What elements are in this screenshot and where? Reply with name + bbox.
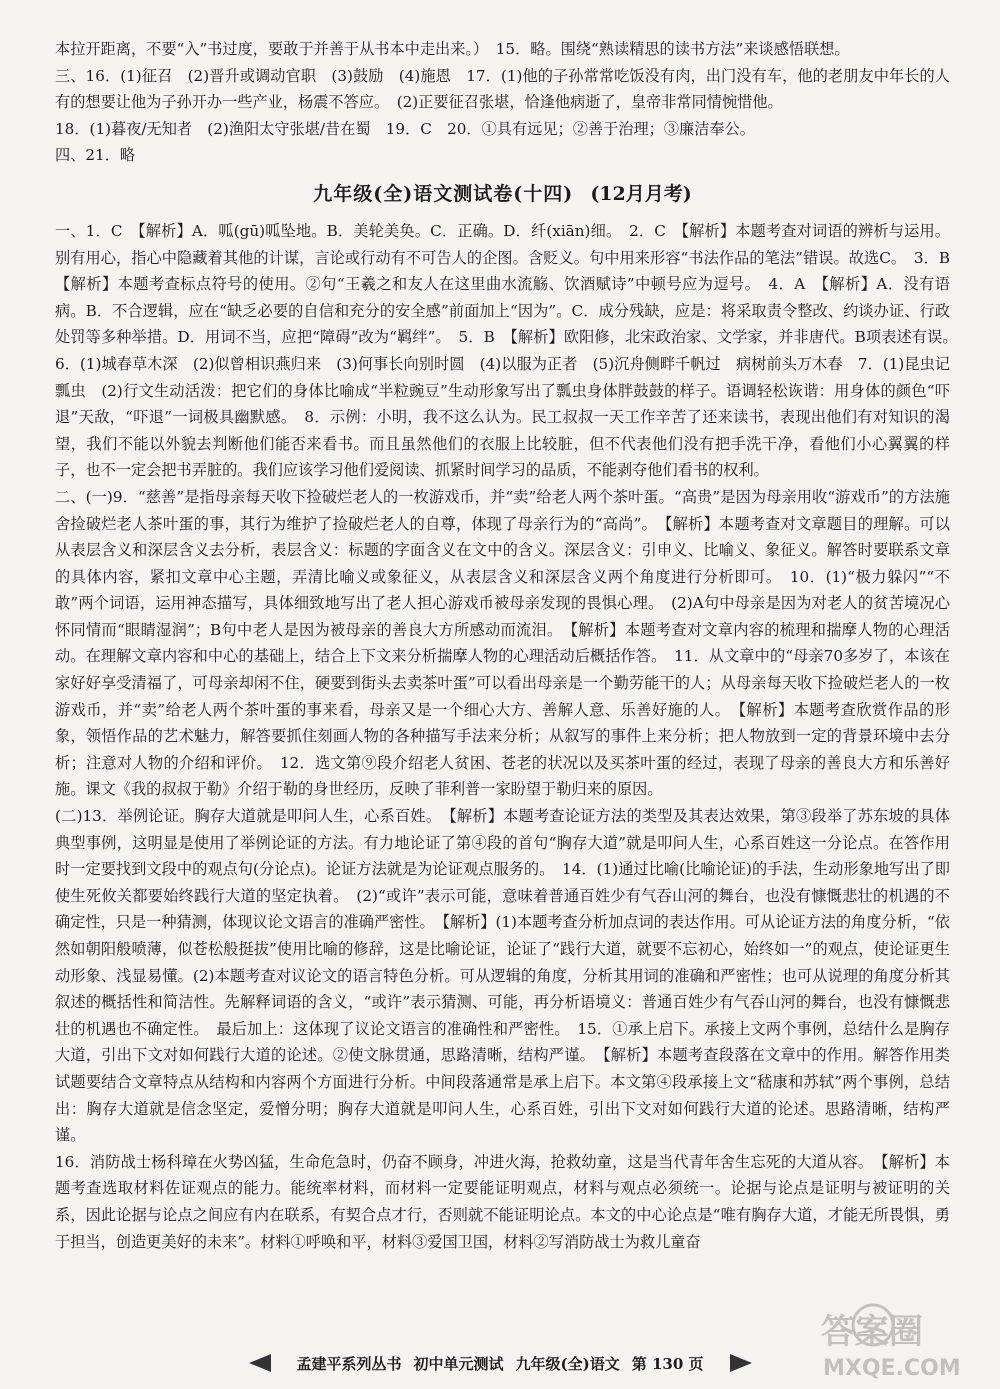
footer-page-number: 第 130 页 [631, 1354, 704, 1373]
page-footer [210, 1348, 790, 1378]
document-body [55, 36, 966, 1255]
answer-section-2: 二、(一)9．“慈善”是指母亲每天收下捡破烂老人的一枚游戏币，并“卖”给老人两个茶叶蛋。“高贵”是因为母亲用收“游戏币”的方法施舍捡破烂老人茶叶蛋的事，其行为维护了捡破烂老人的自尊，体现了母亲行为的“高尚”。 【解析】本题考查对文章题目的理解。可以从表层含义和深层含义去分析，表层含义：标题的字面含义在文中的含义。深层含义：引申义、比喻义、象征义。解答时要联系文章的具体内容，紧扣文章中心主题，弄清比喻义或象征义，从表层含义和深层含义两个角度进行分析即可。 10．(1)“极力躲闪”“不敢”两个词语，运用神态描写，具体细致地写出了老人担心游戏币被母亲发现的畏惧心理。 (2)A句中母亲是因为对老人的贫苦境况心怀同情而“眼睛湿润”；B句中老人是因为被母亲的善良大方所感动而流泪。 【解析】本题考查对文章内容的梳理和揣摩人物的心理活动。在理解文章内容和中心的基础上，结合上下文来分析揣摩人物的心理活动后概括作答。 11．从文章中的“母亲70多岁了，本该在家好好享受清福了，可母亲却闲不住，硬要到街头去卖茶叶蛋”可以看出母亲是一个勤劳能干的人；从母亲每天收下捡破烂老人的一枚游戏币，并“卖”给老人两个茶叶蛋的事来看，母亲又是一个细心大方、善解人意、乐善好施的人。 【解析】本题考查欣赏作品的形象，领悟作品的艺术魅力，解答要抓住刻画人物的各种描写手法来分析；从叙写的事件上来分析；把人物放到一定的背景环境中去分析；注意对人物的介绍和评价。 12．选文第⑨段介绍老人贫困、苍老的状况以及买茶叶蛋的经过，表现了母亲的善良大方和乐善好施。课文《我的叔叔于勒》介绍于勒的身世经历，反映了菲利普一家盼望于勒归来的原因。 [55, 487, 950, 799]
answer-section-3: (二)13．举例论证。胸存大道就是叩问人生，心系百姓。 【解析】本题考查论证方法的类型及其表达效果，第③段举了苏东坡的具体典型事例，这明显是使用了举例论证的方法。有力地论证了第④段的首句“胸存大道”就是叩问人生，心系百姓这一分论点。在答作用时一定要找到文段中的观点句(分论点)。论证方法就是为论证观点服务的。 14．(1)通过比喻(比喻论证)的手法，生动形象地写出了即使生死攸关都要始终践行大道的坚定执着。 (2)“或许”表示可能，意味着普通百姓少有气吞山河的舞台，也没有慷慨悲壮的机遇的不确定性，只是一种猜测，体现议论文语言的准确严密性。 【解析】(1)本题考查分析加点词的表达作用。可从论证方法的角度分析，“依然如朝阳般喷薄，似苍松般挺拔”使用比喻的修辞，这是比喻论证，论证了“践行大道，就要不忘初心，始终如一”的观点，使论证更生动形象、浅显易懂。(2)本题考查对议论文的语言特色分析。可从逻辑的角度，分析其用词的准确和严密性；也可从说理的角度分析其叙述的概括性和简洁性。先解释词语的含义，“或许”表示猜测、可能，再分析语境义：普通百姓少有气吞山河的舞台，也没有慷慨悲壮的机遇也不确定性。 最后加上：这体现了议论文语言的准确性和严密性。 15．①承上启下。承接上文两个事例，总结什么是胸存大道，引出下文对如何践行大道的论述。②使文脉贯通，思路清晰，结构严谨。 【解析】本题考查段落在文章中的作用。解答作用类试题要结合文章特点从结构和内容两个方面进行分析。中间段落通常是承上启下。本文第④段承接上文“嵇康和苏轼”两个事例，总结出：胸存大道就是信念坚定，爱憎分明；胸存大道就是叩问人生，心系百姓，引出下文对如何践行大道的论述。思路清晰，结构严谨。 [55, 807, 950, 1145]
test-subtitle: (12月月考) [590, 182, 692, 205]
watermark-logo [813, 1301, 988, 1381]
test-title: 九年级(全)语文测试卷(十四) [313, 182, 574, 205]
text-line-3: 18．(1)暮夜/无知者 (2)渔阳太守张堪/昔在蜀 19．C 20．①具有远见；②善于治理；③廉洁奉公。 [55, 119, 755, 138]
watermark-text: 答案圈 [821, 1312, 923, 1352]
footer-grade-subject: 九年级(全)语文 [515, 1354, 620, 1373]
left-arrow-icon [249, 1354, 271, 1372]
right-arrow-icon [730, 1354, 752, 1372]
answer-section-1: 一、1．C 【解析】A．呱(gū)呱坠地。B．美轮美奂。C．正确。D．纤(xiān)细。 2．C 【解析】本题考查对词语的辨析与运用。别有用心，指心中隐藏着其他的计谋，言论或行动有不可告人的企图。含贬义。句中用来形容“书法作品的笔法”错误。故选C。 3．B 【解析】本题考查标点符号的使用。②句“王羲之和友人在这里曲水流觞、饮酒赋诗”中顿号应为逗号。 4．A 【解析】A．没有语病。B．不合逻辑，应在“缺乏必要的自信和充分的安全感”前面加上“因为”。C．成分残缺，应是：将采取责令整改、约谈办证、行政处罚等多种举措。D．用词不当，应把“障碍”改为“羁绊”。 5．B 【解析】欧阳修，北宋政治家、文学家，并非唐代。B项表述有误。 6．(1)城春草木深 (2)似曾相识燕归来 (3)何事长向别时圆 (4)以服为正者 (5)沉舟侧畔千帆过 病树前头万木春 7．(1)昆虫记 瓢虫 (2)行文生动活泼：把它们的身体比喻成“半粒豌豆”生动形象写出了瓢虫身体胖鼓鼓的样子。语调轻松诙谐：用身体的颜色“吓退”天敌，“吓退”一词极具幽默感。 8．示例：小明，我不这么认为。民工叔叔一天工作辛苦了还来读书，表现出他们有对知识的渴望，我们不能以外貌去判断他们能否来看书。而且虽然他们的衣服上比较脏，但不代表他们没有把手洗干净，看他们小心翼翼的样子，也不一定会把书弄脏的。我们应该学习他们爱阅读、抓紧时间学习的品质，不能剥夺他们看书的权利。 [55, 221, 966, 480]
answer-section-4: 16．消防战士杨科璋在火势凶猛，生命危急时，仍奋不顾身，冲进火海，抢救幼童，这是当代青年舍生忘死的大道从容。 【解析】本题考查选取材料佐证观点的能力。能统率材料，而材料一定要能证明观点，材料与观点必须统一。论据与论点是证明与被证明的关系，因此论据与论点之间应有内在联系，有契合点才行，否则就不能证明论点。本文的中心论点是“唯有胸存大道，才能无所畏惧，勇于担当，创造更美好的未来”。材料①呼唤和平，材料③爱国卫国，材料②写消防战士为救儿童奋 [55, 1152, 950, 1251]
text-line-2: 三、16．(1)征召 (2)晋升或调动官职 (3)鼓励 (4)施恩 17．(1)他的子孙常常吃饭没有肉，出门没有车，他的老朋友中年长的人有的想要让他为子孙开办一些产业，杨震不答应。 (2)正要征召张堪，恰逢他病逝了，皇帝非常同情惋惜他。 [55, 66, 950, 112]
footer-book: 初中单元测试 [413, 1354, 504, 1373]
text-line-1: 本拉开距离，不要“入”书过度，要敢于并善于从书本中走出来。） 15．略。围绕“熟读精思的读书方法”来谈感悟联想。 [55, 40, 850, 58]
text-line-4: 四、21．略 [55, 146, 136, 165]
test-title-row [55, 179, 950, 206]
footer-series: 孟建平系列丛书 [296, 1354, 402, 1373]
watermark-url: MXQE.COM [823, 1356, 961, 1381]
